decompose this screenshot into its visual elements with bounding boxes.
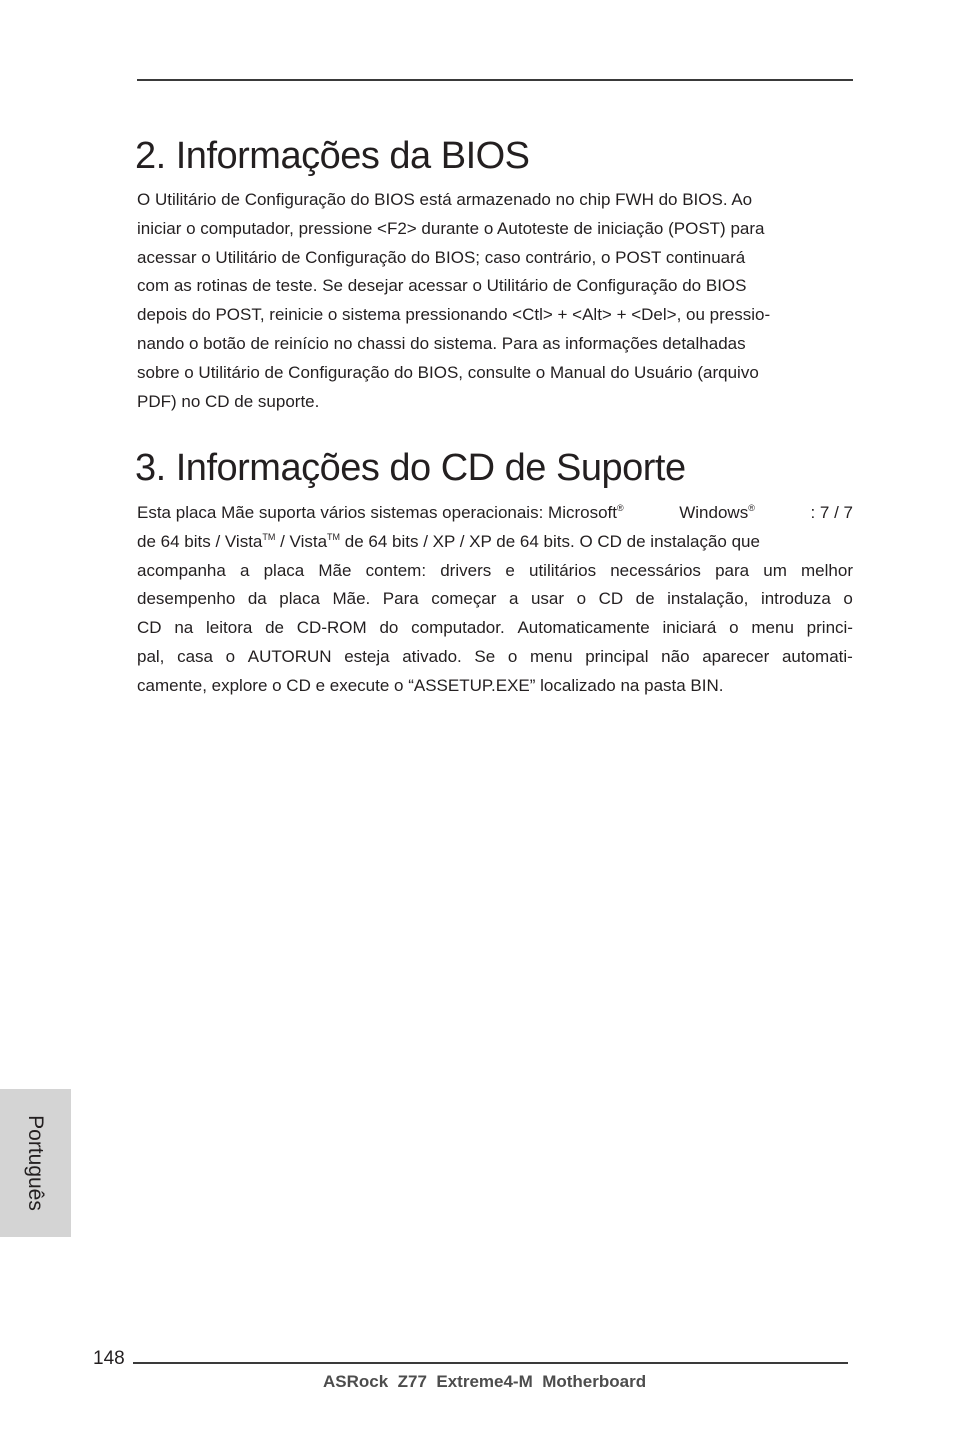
word: placa <box>263 560 305 580</box>
word: de <box>635 589 655 609</box>
section-title-support-cd: 3. Informações do CD de Suporte <box>135 447 686 489</box>
word: contem: <box>365 560 427 580</box>
word: acompanha <box>137 560 226 580</box>
word: iniciará <box>662 618 717 638</box>
word: na <box>174 618 194 638</box>
word: melhor <box>801 560 853 580</box>
paragraph-line: depois do POST, reinicie o sistema pressionando <Ctl> + <Alt> + <Del>, ou pressio- <box>137 305 771 325</box>
text-fragment: : 7 / 7 <box>810 503 853 522</box>
word: placa <box>279 589 320 609</box>
paragraph-line <box>137 643 853 672</box>
paragraph-line <box>137 557 853 586</box>
footer-rule <box>133 1362 848 1364</box>
word: princi- <box>806 618 853 638</box>
word: o <box>507 646 518 666</box>
text-fragment: Windows® <box>679 503 755 522</box>
word: Mãe. <box>332 589 371 609</box>
word: o <box>576 589 587 609</box>
paragraph-line: com as rotinas de teste. Se desejar acessar o Utilitário de Configuração do BIOS <box>137 276 747 296</box>
text-fragment: Esta placa Mãe suporta vários sistemas operacionais: Microsoft® <box>137 503 624 522</box>
word: esteja <box>344 646 390 666</box>
paragraph-line: sobre o Utilitário de Configuração do BIOS, consulte o Manual do Usuário (arquivo <box>137 362 759 382</box>
paragraph-line: O Utilitário de Configuração do BIOS está armazenado no chip FWH do BIOS. Ao <box>137 190 753 209</box>
word: do <box>379 618 399 638</box>
paragraph-line: PDF) no CD de suporte. <box>137 391 320 411</box>
word: menu <box>530 646 573 666</box>
paragraph-line: nando o botão de reinício no chassi do sistema. Para as informações detalhadas <box>137 333 746 353</box>
word: CD <box>598 589 624 609</box>
word: para <box>715 560 750 580</box>
paragraph-line <box>137 499 853 528</box>
footer-product-title: ASRock Z77 Extreme4-M Motherboard <box>323 1372 647 1391</box>
word: e <box>505 560 515 580</box>
word: o <box>729 618 739 638</box>
header-rule <box>137 79 853 81</box>
paragraph-line: iniciar o computador, pressione <F2> durante o Autoteste de iniciação (POST) para <box>137 218 765 238</box>
paragraph-line <box>137 585 853 614</box>
word: a <box>239 560 250 580</box>
word: começar <box>431 589 497 609</box>
word: da <box>247 589 267 609</box>
word: computador. <box>411 618 505 638</box>
word: a <box>508 589 519 609</box>
support-cd-paragraph <box>137 499 853 701</box>
word: Para <box>382 589 419 609</box>
word: automati- <box>781 646 853 666</box>
language-tab-label: Português <box>24 1115 47 1211</box>
language-tab <box>0 1089 71 1237</box>
word: o <box>225 646 236 666</box>
registered-mark: ® <box>616 503 624 513</box>
trademark-mark: TM <box>262 531 276 542</box>
word: ativado. <box>402 646 462 666</box>
page-number: 148 <box>93 1348 125 1369</box>
word: principal <box>585 646 649 666</box>
trademark-mark: TM <box>327 531 341 542</box>
word: menu <box>751 618 794 638</box>
word: introduza <box>760 589 831 609</box>
word: Se <box>474 646 496 666</box>
word: o <box>843 589 853 609</box>
word: leitora <box>206 618 253 638</box>
word: usar <box>530 589 565 609</box>
word: instalação, <box>667 589 749 609</box>
paragraph-line <box>137 614 853 643</box>
word: drivers <box>440 560 492 580</box>
word: de <box>265 618 285 638</box>
word: pal, <box>137 646 165 666</box>
bios-paragraph <box>137 186 853 416</box>
word: CD <box>137 618 162 638</box>
section-title-bios: 2. Informações da BIOS <box>135 135 530 177</box>
word: aparecer <box>702 646 770 666</box>
word: casa <box>177 646 213 666</box>
word: desempenho <box>137 589 236 609</box>
registered-mark: ® <box>748 503 755 513</box>
word: AUTORUN <box>247 646 332 666</box>
paragraph-line: camente, explore o CD e execute o “ASSETUP.EXE” localizado na pasta BIN. <box>137 675 724 695</box>
word: não <box>661 646 690 666</box>
word: Automaticamente <box>517 618 650 638</box>
paragraph-line: de 64 bits / Vista™ / Vista™ de 64 bits / XP / XP de 64 bits. O CD de instalação que <box>137 531 760 551</box>
word: um <box>763 560 787 580</box>
word: necessários <box>610 560 701 580</box>
word: CD-ROM <box>296 618 367 638</box>
word: utilitários <box>528 560 597 580</box>
word: Mãe <box>318 560 352 580</box>
paragraph-line: acessar o Utilitário de Configuração do BIOS; caso contrário, o POST continuará <box>137 247 746 267</box>
